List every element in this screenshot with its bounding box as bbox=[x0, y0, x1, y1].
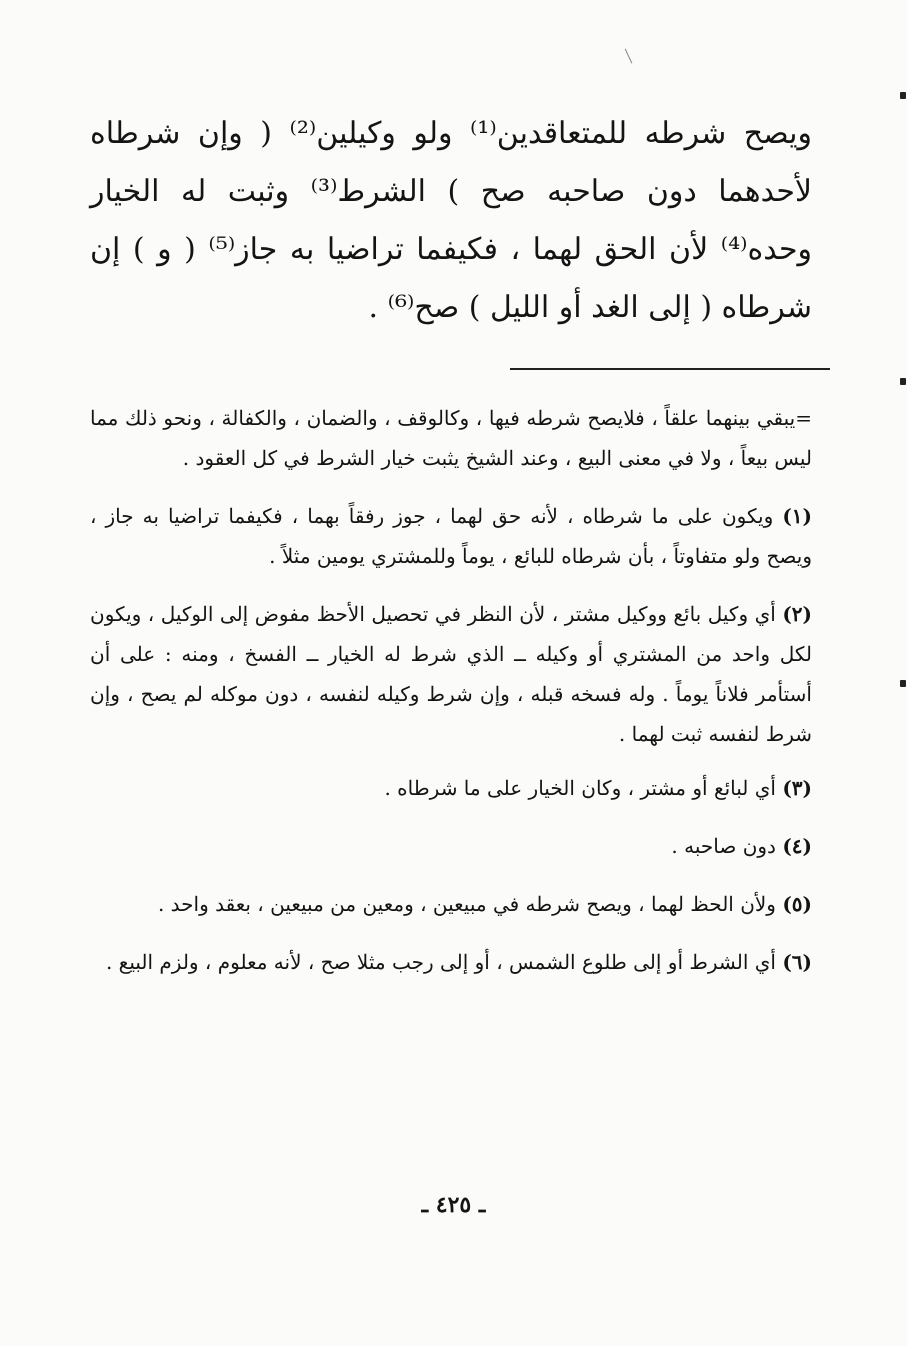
footnote-text: أي الشرط أو إلى طلوع الشمس ، أو إلى رجب مثلا صح ، لأنه معلوم ، ولزم البيع . bbox=[105, 950, 776, 974]
scan-mark bbox=[900, 378, 906, 385]
footnote-number: (٣) bbox=[782, 776, 812, 800]
footnote-item bbox=[90, 594, 812, 754]
footnote-text: دون صاحبه . bbox=[671, 834, 776, 858]
footnote-text: أي لبائع أو مشتر ، وكان الخيار على ما شرطاه . bbox=[384, 776, 776, 800]
footnote-text: ولأن الحظ لهما ، ويصح شرطه في مبيعين ، ومعين من مبيعين ، بعقد واحد . bbox=[157, 892, 776, 916]
footnote-separator bbox=[510, 368, 830, 370]
scan-mark bbox=[625, 49, 633, 64]
footnote-continuation: =يبقي بينهما علقاً ، فلايصح شرطه فيها ، وكالوقف ، والضمان ، والكفالة ، ونحو ذلك مما ليس بيعاً ، ولا في معنى البيع ، وعند الشيخ يثبت خيار الشرط في كل العقود . bbox=[90, 406, 812, 470]
footnotes bbox=[90, 398, 812, 1000]
footnote-number: (١) bbox=[782, 504, 813, 528]
footnote-number: (٢) bbox=[782, 602, 812, 626]
footnote-item bbox=[90, 496, 812, 576]
footnote-text: ويكون على ما شرطاه ، لأنه حق لهما ، جوز رفقاً بهما ، فكيفما تراضيا به جاز ، ويصح ولو متفاوتاً ، بأن شرطاه للبائع ، يوماً وللمشتري يومين مثلاً . bbox=[90, 504, 812, 568]
footnote-item bbox=[90, 768, 812, 808]
page-number: ـ ٤٢٥ ـ bbox=[421, 1192, 486, 1218]
footnote-text: أي وكيل بائع ووكيل مشتر ، لأن النظر في تحصيل الأحظ مفوض إلى الوكيل ، ويكون لكل واحد من المشتري أو وكيله ــ الذي شرط له الخيار ــ الفسخ ، ومنه : على أن أستأمر فلاناً يوماً . وله فسخه قبله ، وإن شرط وكيله لنفسه ، دون موكله لم يصح ، وإن شرط لنفسه ثبت لهما . bbox=[90, 602, 812, 746]
footnote-item bbox=[90, 942, 812, 982]
footnote-item bbox=[90, 884, 812, 924]
main-paragraph: ويصح شرطه للمتعاقدين⁽¹⁾ ولو وكيلين⁽²⁾ ( وإن شرطاه لأحدهما دون صاحبه صح ) الشرط⁽³⁾ وثبت له الخيار وحده⁽⁴⁾ لأن الحق لهما ، فكيفما تراضيا به جاز⁽⁵⁾ ( و ) إن شرطاه ( إلى الغد أو الليل ) صح⁽⁶⁾ . bbox=[90, 116, 813, 325]
footnote-item bbox=[90, 826, 812, 866]
footnote-number: (٦) bbox=[782, 950, 812, 974]
footnote-number: (٥) bbox=[782, 892, 812, 916]
scan-mark bbox=[900, 92, 906, 99]
main-text bbox=[90, 105, 812, 337]
scan-mark bbox=[900, 680, 906, 687]
footnote-number: (٤) bbox=[782, 834, 812, 858]
